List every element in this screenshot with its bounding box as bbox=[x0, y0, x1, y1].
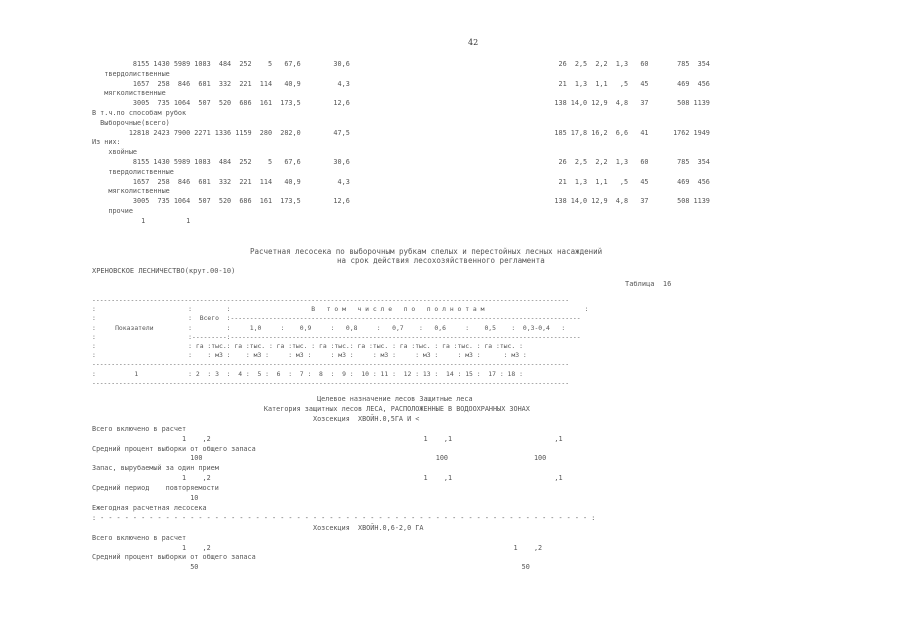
text-line: : : Всего :------------------------------------------------------------------------------------------- bbox=[92, 314, 581, 323]
text-line: ---------------------------------------------------------------------------------------------------------------------------- bbox=[92, 378, 570, 387]
text-line: 1657 258 846 681 332 221 114 40,9 4,3 21 1,3 1,1 ,5 45 469 456 bbox=[92, 79, 710, 88]
text-line: Средний процент выборки от общего запаса bbox=[92, 444, 256, 453]
text-line: Всего включено в расчет bbox=[92, 533, 187, 542]
text-line: хвойные bbox=[92, 148, 138, 157]
text-line: Средний процент выборки от общего запаса bbox=[92, 553, 256, 562]
text-line: ---------------------------------------------------------------------------------------------------------------------------- bbox=[92, 296, 570, 304]
text-line: Из них: bbox=[92, 138, 121, 147]
text-line: : : : м3 : : м3 : : м3 : : м3 : : м3 : : м3 : : м3 : : м3 : bbox=[92, 351, 527, 360]
text-line: 1657 258 846 681 332 221 114 40,9 4,3 21 1,3 1,1 ,5 45 469 456 bbox=[92, 177, 710, 186]
text-line: Всего включено в расчет bbox=[92, 424, 187, 433]
text-line: твердолиственные bbox=[92, 167, 174, 176]
text-line: : 1 : 2 : 3 : 4 : 5 : 6 : 7 : 8 : 9 : 10 : 11 : 12 : 13 : 14 : 15 : 17 : 18 : bbox=[92, 369, 523, 378]
text-line: 1 ,2 1 ,1 ,1 bbox=[92, 474, 563, 483]
text-line: 1 1 bbox=[92, 216, 191, 225]
page-number: 42 bbox=[468, 38, 479, 47]
text-line: 3005 735 1064 507 520 686 161 173,5 12,6 138 14,0 12,9 4,8 37 508 1139 bbox=[92, 197, 710, 206]
text-line: 1 ,2 1 ,1 ,1 bbox=[92, 434, 563, 443]
text-line: ---------------------------------------------------------------------------------------------------------------------------- bbox=[92, 360, 570, 369]
text-line: Средний период повторяемости bbox=[92, 484, 219, 493]
text-line: 1 ,2 1 ,2 bbox=[92, 543, 543, 552]
text-line: В т.ч.по способам рубок bbox=[92, 109, 187, 117]
text-line: 8155 1430 5989 1083 484 252 5 67,6 30,6 26 2,5 2,2 1,3 60 785 354 bbox=[92, 60, 710, 68]
text-line: 12818 2423 7900 2271 1336 1159 280 282,0 47,5 185 17,8 16,2 6,6 41 1762 1949 bbox=[92, 128, 710, 137]
text-line: мягколиственные bbox=[92, 187, 170, 196]
text-line: : : : В т о м ч и с л е п о п о л н о т а м : bbox=[92, 305, 589, 314]
text-line: Ежегодная расчетная лесосека bbox=[92, 503, 207, 512]
text-line: Выборочные(всего) bbox=[92, 118, 170, 127]
text-line: Хозсекция ХВОЙН.0,5ГА И < bbox=[92, 414, 420, 423]
text-line: : Показатели : : 1,0 : 0,9 : 0,8 : 0,7 : 0,6 : 0,5 : 0,3-0,4 : bbox=[92, 323, 566, 332]
text-line: мягколиственные bbox=[92, 89, 166, 98]
forestry-name: ХРЕНОВСКОЕ ЛЕСНИЧЕСТВО(крут.00-10) bbox=[92, 267, 236, 275]
text-line: : :---------:------------------------------------------------------------------------------------------- bbox=[92, 332, 581, 341]
table-label: Таблица 16 bbox=[625, 280, 672, 288]
text-line: Хозсекция ХВОЙН.0,6-2,0 ГА bbox=[92, 523, 424, 532]
text-line: Целевое назначение лесов Защитные леса bbox=[92, 395, 473, 403]
text-line: Запас, вырубаемый за один прием bbox=[92, 464, 219, 473]
text-line: 10 bbox=[92, 494, 199, 502]
text-line: Категория защитных лесов ЛЕСА, РАСПОЛОЖЕННЫЕ В ВОДООХРАННЫХ ЗОНАХ bbox=[92, 404, 530, 413]
report-title-line1: Расчетная лесосека по выборочным рубкам спелых и перестойных лесных насаждений bbox=[250, 247, 603, 256]
text-line: 3005 735 1064 507 520 686 161 173,5 12,6 138 14,0 12,9 4,8 37 508 1139 bbox=[92, 99, 710, 108]
text-line: прочие bbox=[92, 207, 133, 215]
text-line: 50 50 bbox=[92, 563, 530, 572]
text-line: 100 100 100 bbox=[92, 454, 547, 463]
text-line: : : га :тыс.: га :тыс. : га :тыс. : га :тыс.: га :тыс. : га :тыс. : га :тыс. : га :тыс. : bbox=[92, 342, 523, 350]
text-line: 8155 1430 5989 1083 484 252 5 67,6 30,6 26 2,5 2,2 1,3 60 785 354 bbox=[92, 158, 710, 166]
report-title-line2: на срок действия лесохозяйственного регламента bbox=[337, 256, 545, 265]
text-line: : - - - - - - - - - - - - - - - - - - - - - - - - - - - - - - - - - - - - - - - - - - - - - - - - - - - - - - - - - - - - : bbox=[92, 513, 596, 522]
text-line: твердолиственные bbox=[92, 69, 170, 78]
